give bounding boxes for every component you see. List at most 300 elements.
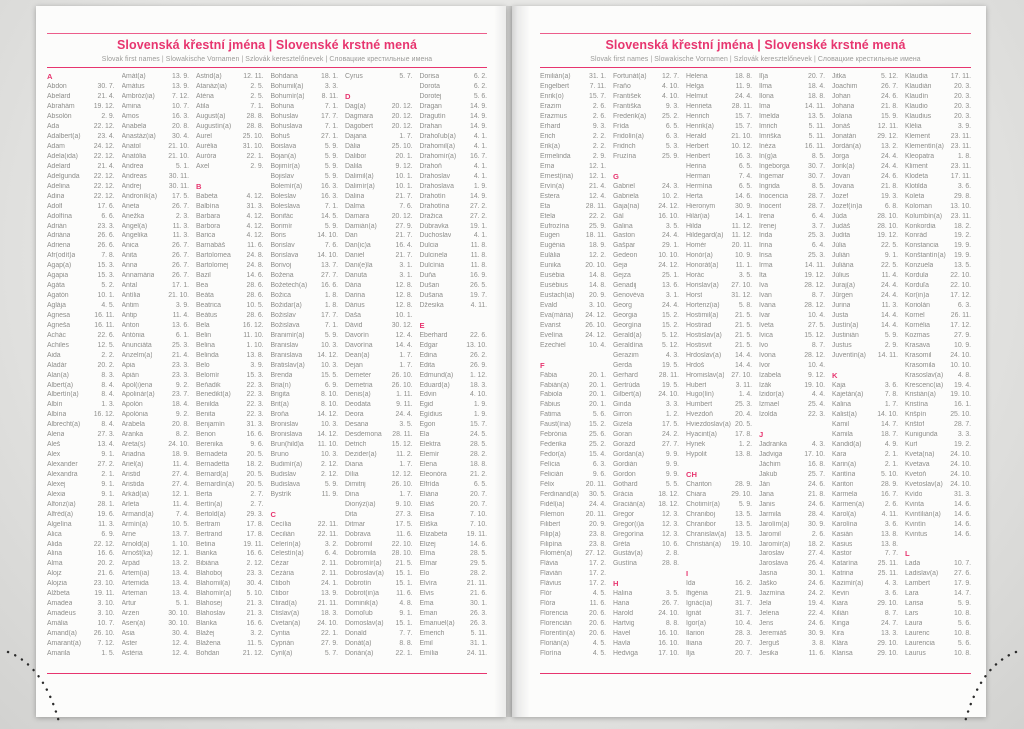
given-name: Abdon — [47, 83, 67, 91]
given-name: Alojz — [47, 570, 62, 578]
given-name: Ernest(ina) — [540, 172, 574, 180]
name-entry — [345, 489, 413, 499]
given-name: Borivoj — [270, 262, 292, 270]
name-entry — [196, 350, 264, 360]
name-entry — [540, 410, 606, 420]
name-day-date: 2. 12. — [321, 461, 338, 469]
given-name: Júlia — [832, 242, 846, 250]
name-day-date: 27. 1. — [321, 133, 338, 141]
name-entry — [686, 509, 752, 519]
name-day-date: 20. 12. — [391, 103, 413, 111]
name-entry — [196, 479, 264, 489]
name-entry — [196, 320, 264, 330]
name-entry — [271, 599, 339, 609]
name-entry — [420, 281, 488, 291]
name-entry — [540, 152, 606, 162]
name-entry — [122, 320, 190, 330]
name-entry — [122, 619, 190, 629]
name-entry — [122, 470, 190, 480]
name-day-date: 3. 1. — [399, 262, 413, 270]
name-day-date: 27. 5. — [808, 321, 825, 329]
name-entry — [759, 529, 825, 539]
given-name: Alma — [47, 560, 63, 568]
name-day-date: 14. 7. — [881, 421, 898, 429]
name-entry — [271, 311, 339, 321]
name-entry — [686, 311, 752, 321]
name-day-date: 21. 5. — [735, 341, 752, 349]
name-day-date: 12. 4. — [172, 639, 189, 647]
name-day-date: 23. 8. — [589, 530, 606, 538]
given-name: Ivan — [759, 292, 772, 300]
given-name: Darina — [345, 292, 365, 300]
name-entry — [832, 231, 898, 241]
name-entry — [759, 390, 825, 400]
name-entry — [540, 470, 606, 480]
name-day-date: 18. 2. — [954, 222, 971, 230]
section-letter: G — [613, 171, 619, 181]
name-entry — [196, 271, 264, 281]
name-day-date: 21. 8. — [881, 182, 898, 190]
name-entry — [196, 211, 264, 221]
name-day-date: 24. 6. — [808, 620, 825, 628]
name-day-date: 21. 6. — [97, 570, 115, 578]
name-day-date: 11. 5. — [247, 639, 264, 647]
name-entry — [47, 161, 115, 171]
given-name: Apolónia — [121, 411, 148, 419]
name-day-date: 17. 2. — [589, 560, 606, 568]
given-name: Kolumbín(a) — [905, 212, 942, 220]
given-name: Eusébius — [540, 282, 568, 290]
name-entry — [905, 171, 971, 181]
given-name: Engelbert — [540, 83, 570, 91]
given-name: Drahomír(a) — [419, 152, 457, 160]
name-entry — [686, 132, 752, 142]
given-name: Imrich — [759, 123, 778, 131]
name-day-date: 3. 9. — [957, 123, 971, 131]
name-day-date: 25. 11. — [877, 560, 898, 568]
name-entry — [345, 291, 413, 301]
name-day-date: 27. 3. — [395, 510, 413, 518]
given-name: Belina — [196, 341, 215, 349]
name-day-date: 29. 10. — [877, 600, 898, 608]
name-day-date: 1. 12. — [470, 371, 487, 379]
name-day-date: 16. 3. — [172, 113, 189, 121]
name-day-date: 22. 3. — [808, 411, 825, 419]
name-day-date: 19. 2. — [954, 232, 971, 240]
name-day-date: 10. 8. — [954, 649, 971, 657]
name-day-date: 14. 9. — [470, 113, 487, 121]
name-day-date: 28. 10. — [877, 222, 898, 230]
name-day-date: 24. 10. — [950, 451, 971, 459]
name-entry — [832, 112, 898, 122]
name-day-date: 26. 7. — [172, 272, 189, 280]
name-entry — [905, 350, 971, 360]
name-entry — [613, 132, 679, 142]
name-entry — [905, 152, 971, 162]
given-name: Adelina — [47, 182, 70, 190]
given-name: Gerhard — [613, 371, 638, 379]
given-name: Fridrich — [613, 143, 636, 151]
given-name: Dobrotín — [345, 580, 372, 588]
name-day-date: 9. 9. — [665, 451, 679, 459]
name-day-date: 6. 2. — [473, 73, 487, 81]
name-entry — [540, 549, 606, 559]
given-name: Ivo — [759, 341, 769, 349]
given-name: Hubert — [686, 381, 707, 389]
name-entry — [759, 648, 825, 658]
name-entry — [686, 410, 752, 420]
name-entry — [271, 559, 339, 569]
given-name: Božetech(a) — [270, 282, 308, 290]
name-day-date: 9. 12. — [395, 162, 413, 170]
name-day-date: 30. 11. — [168, 172, 189, 180]
name-entry — [47, 92, 115, 102]
name-entry — [540, 489, 606, 499]
name-day-date: 28. 2. — [470, 451, 487, 459]
name-day-date: 22. 10. — [950, 272, 971, 280]
given-name: Irina — [759, 242, 773, 250]
given-name: Irida — [759, 232, 773, 240]
name-day-date: 17. 12. — [950, 292, 971, 300]
name-entry — [759, 152, 825, 162]
name-entry — [613, 122, 679, 132]
name-day-date: 7. 12. — [97, 639, 115, 647]
given-name: Inéza — [759, 143, 776, 151]
name-day-date: 21. 5. — [735, 311, 752, 319]
name-entry — [47, 489, 115, 499]
given-name: Flóra — [540, 600, 556, 608]
name-entry — [345, 400, 413, 410]
name-entry — [686, 589, 752, 599]
name-day-date: 5. 7. — [399, 73, 413, 81]
name-entry — [759, 132, 825, 142]
name-entry — [420, 619, 488, 629]
name-entry — [540, 569, 606, 579]
name-day-date: 29. 5. — [470, 560, 487, 568]
name-day-date: 30. 12. — [391, 321, 413, 329]
name-entry — [122, 599, 190, 609]
name-day-date: 14. 1. — [735, 212, 752, 220]
name-day-date: 24. 3. — [662, 182, 679, 190]
name-day-date: 21. 12. — [242, 649, 264, 657]
name-entry — [122, 301, 190, 311]
name-day-date: 5. 3. — [665, 143, 679, 151]
given-name: Homér — [686, 242, 707, 250]
name-entry — [271, 152, 339, 162]
given-name: Borislava — [270, 252, 299, 260]
name-day-date: 7. 8. — [884, 391, 898, 399]
name-day-date: 26. 7. — [172, 262, 189, 270]
name-entry — [196, 311, 264, 321]
name-entry — [832, 539, 898, 549]
name-day-date: 15. 1. — [395, 570, 413, 578]
name-entry — [122, 648, 190, 658]
given-name: Humbert — [686, 401, 713, 409]
given-name: Inocent — [759, 202, 782, 210]
given-name: Božica — [270, 292, 291, 300]
given-name: Brit(a) — [270, 401, 289, 409]
given-name: Elektra — [419, 441, 441, 449]
given-name: Blahoslav — [196, 610, 226, 618]
name-day-date: 19. 10. — [804, 381, 825, 389]
given-name: Christián(a) — [686, 540, 722, 548]
name-entry — [905, 112, 971, 122]
name-entry — [905, 450, 971, 460]
name-day-date: 22. 2. — [589, 212, 606, 220]
given-name: Ida — [686, 580, 696, 588]
given-name: Laurencia — [905, 639, 935, 647]
name-day-date: 30. 11. — [168, 182, 189, 190]
name-day-date: 20. 12. — [391, 212, 413, 220]
name-day-date: 11. 6. — [396, 530, 413, 538]
name-day-date: 18. 8. — [808, 93, 825, 101]
given-name: Lars — [905, 610, 919, 618]
name-entry — [196, 470, 264, 480]
given-name: Antip — [121, 311, 137, 319]
name-entry — [345, 241, 413, 251]
name-entry — [271, 241, 339, 251]
name-day-date: 31. 7. — [735, 600, 752, 608]
name-entry — [196, 221, 264, 231]
name-entry — [613, 152, 679, 162]
name-entry — [832, 291, 898, 301]
given-name: Annamária — [121, 272, 155, 280]
name-entry — [905, 559, 971, 569]
given-name: Chiara — [686, 490, 706, 498]
name-day-date: 14. 4. — [881, 311, 898, 319]
given-name: Eva(mária) — [540, 311, 574, 319]
name-entry — [540, 370, 606, 380]
name-entry — [905, 72, 971, 82]
name-day-date: 9. 12. — [808, 371, 825, 379]
name-entry — [122, 539, 190, 549]
name-entry — [196, 72, 264, 82]
name-entry — [759, 519, 825, 529]
name-entry — [905, 291, 971, 301]
bottom-rule — [47, 673, 487, 674]
name-entry — [540, 251, 606, 261]
name-entry — [686, 191, 752, 201]
given-name: Cyril(a) — [270, 649, 293, 657]
name-day-date: 26. 7. — [172, 202, 189, 210]
name-entry — [271, 301, 339, 311]
name-entry — [759, 509, 825, 519]
name-day-date: 13. 7. — [321, 262, 338, 270]
given-name: Ctislav(a) — [270, 610, 300, 618]
given-name: Afr(odít)a — [47, 252, 76, 260]
given-name: Erich — [540, 133, 556, 141]
name-day-date: 8. 7. — [811, 341, 825, 349]
name-entry — [47, 499, 115, 509]
given-name: Drahan — [419, 123, 442, 131]
given-name: Albrecht(a) — [47, 421, 81, 429]
name-entry — [196, 370, 264, 380]
name-entry — [47, 410, 115, 420]
name-entry — [345, 549, 413, 559]
name-entry — [47, 529, 115, 539]
given-name: Klaudián — [905, 83, 932, 91]
name-day-date: 31. 10. — [242, 143, 264, 151]
section-letter: A — [47, 72, 53, 82]
name-entry — [832, 82, 898, 92]
given-name: Herman — [686, 172, 711, 180]
name-day-date: 3. 5. — [738, 272, 752, 280]
name-day-date: 1. 8. — [324, 302, 338, 310]
name-day-date: 19. 11. — [243, 540, 264, 548]
name-entry — [345, 171, 413, 181]
given-name: Beátus — [196, 311, 218, 319]
name-entry — [759, 320, 825, 330]
name-day-date: 27. 9. — [954, 331, 971, 339]
name-entry — [196, 132, 264, 142]
name-day-date: 12. 1. — [172, 550, 189, 558]
name-entry — [759, 450, 825, 460]
given-name: Elemír — [419, 451, 440, 459]
given-name: Dária — [345, 282, 362, 290]
name-day-date: 24. 10. — [658, 610, 679, 618]
name-entry — [832, 171, 898, 181]
name-day-date: 4. 1. — [473, 143, 487, 151]
name-day-date: 10. 1. — [395, 182, 413, 190]
name-day-date: 14. 8. — [589, 282, 606, 290]
name-day-date: 6. 8. — [884, 202, 898, 210]
name-day-date: 17. 8. — [246, 520, 264, 528]
given-name: Antília — [121, 292, 141, 300]
given-name: Ermelinda — [540, 152, 571, 160]
given-name: Bela — [196, 321, 210, 329]
given-name: Geja — [613, 262, 628, 270]
name-column — [345, 72, 413, 659]
name-day-date: 14. 6. — [735, 192, 752, 200]
name-entry — [420, 191, 488, 201]
given-name: Kvetoslav(a) — [905, 480, 943, 488]
name-day-date: 11. 3. — [881, 302, 898, 310]
name-entry — [47, 599, 115, 609]
given-name: Danuta — [345, 272, 367, 280]
name-entry — [345, 479, 413, 489]
name-entry — [759, 380, 825, 390]
given-name: Justinián — [832, 331, 859, 339]
given-name: Ján — [759, 480, 770, 488]
name-day-date: 20. 5. — [246, 451, 264, 459]
given-name: Bohuna — [270, 103, 294, 111]
given-name: Bartolomea — [196, 252, 231, 260]
given-name: Lara — [905, 590, 919, 598]
given-name: Kristína — [905, 401, 928, 409]
name-entry — [420, 479, 488, 489]
name-day-date: 26. 7. — [172, 252, 189, 260]
name-entry — [540, 142, 606, 152]
given-name: Egon — [419, 421, 436, 429]
name-day-date: 19. 7. — [470, 292, 487, 300]
given-name: Dulcinela — [419, 252, 448, 260]
name-day-date: 16. 7. — [881, 490, 898, 498]
given-name: Horislav(a) — [686, 282, 719, 290]
name-entry — [686, 161, 752, 171]
name-day-date: 11. 6. — [247, 242, 264, 250]
name-day-date: 6. 3. — [665, 133, 679, 141]
name-day-date: 20. 1. — [589, 391, 606, 399]
given-name: Anita — [121, 252, 137, 260]
given-name: Fidél(ia) — [540, 500, 565, 508]
given-name: Demetria — [345, 381, 373, 389]
given-name: Hostislav(a) — [686, 331, 722, 339]
given-name: Jorga — [832, 152, 849, 160]
name-day-date: 30. 7. — [97, 83, 115, 91]
name-day-date: 9. 1. — [884, 252, 898, 260]
given-name: Aida — [47, 351, 61, 359]
given-name: Hugo(lín) — [686, 391, 714, 399]
name-entry — [47, 539, 115, 549]
name-entry — [345, 648, 413, 658]
given-name: Boleslav — [270, 192, 297, 200]
given-name: Judita — [832, 232, 851, 240]
given-name: Chotimír(a) — [686, 500, 720, 508]
name-day-date: 28. 4. — [808, 510, 825, 518]
name-entry — [122, 559, 190, 569]
name-day-date: 2. 12. — [246, 560, 264, 568]
name-entry — [613, 529, 679, 539]
given-name: Ela — [419, 431, 430, 439]
section-letter: E — [419, 320, 425, 330]
name-day-date: 10. 3. — [321, 451, 338, 459]
name-day-date: 24. 12. — [585, 311, 606, 319]
name-day-date: 14. 7. — [954, 590, 971, 598]
given-name: Jerguš — [759, 639, 780, 647]
name-day-date: 13. 9. — [172, 73, 189, 81]
name-day-date: 24. 4. — [662, 302, 679, 310]
name-day-date: 26. 7. — [881, 83, 898, 91]
name-entry — [345, 320, 413, 330]
given-name: Georgína — [613, 321, 642, 329]
name-day-date: 12. 5. — [97, 341, 115, 349]
given-name: Benon — [196, 431, 216, 439]
name-day-date: 26. 4. — [808, 560, 825, 568]
given-name: Jeremiáš — [759, 629, 787, 637]
name-day-date: 5. 6. — [957, 639, 971, 647]
name-day-date: 22. 1. — [395, 649, 413, 657]
given-name: Filipína — [540, 540, 562, 548]
name-day-date: 4. 1. — [473, 172, 487, 180]
name-day-date: 20. 2. — [97, 361, 115, 369]
name-day-date: 23. 4. — [97, 133, 115, 141]
name-day-date: 22. 11. — [317, 520, 338, 528]
name-entry — [345, 450, 413, 460]
given-name: Irena — [759, 212, 775, 220]
name-day-date: 24. 4. — [881, 162, 898, 170]
name-day-date: 28. 1. — [97, 500, 115, 508]
name-entry — [759, 619, 825, 629]
given-name: Dušan — [419, 282, 440, 290]
given-name: Karmela — [832, 490, 858, 498]
name-entry — [196, 420, 264, 430]
given-name: Ilja — [686, 649, 695, 657]
name-entry — [196, 529, 264, 539]
given-name: Dúbravka — [419, 222, 449, 230]
name-entry — [686, 152, 752, 162]
name-day-date: 20. 5. — [735, 421, 752, 429]
page-title: Slovenská křestní jména | Slovenské krstné mená — [605, 38, 906, 52]
name-entry — [613, 589, 679, 599]
name-day-date: 12. 4. — [589, 192, 606, 200]
given-name: Edvin — [419, 391, 437, 399]
name-entry — [540, 390, 606, 400]
given-name: Damara — [345, 212, 370, 220]
name-day-date: 20. 12. — [391, 123, 413, 131]
name-day-date: 4. 3. — [884, 580, 898, 588]
name-entry — [271, 638, 339, 648]
name-day-date: 9. 11. — [396, 401, 413, 409]
